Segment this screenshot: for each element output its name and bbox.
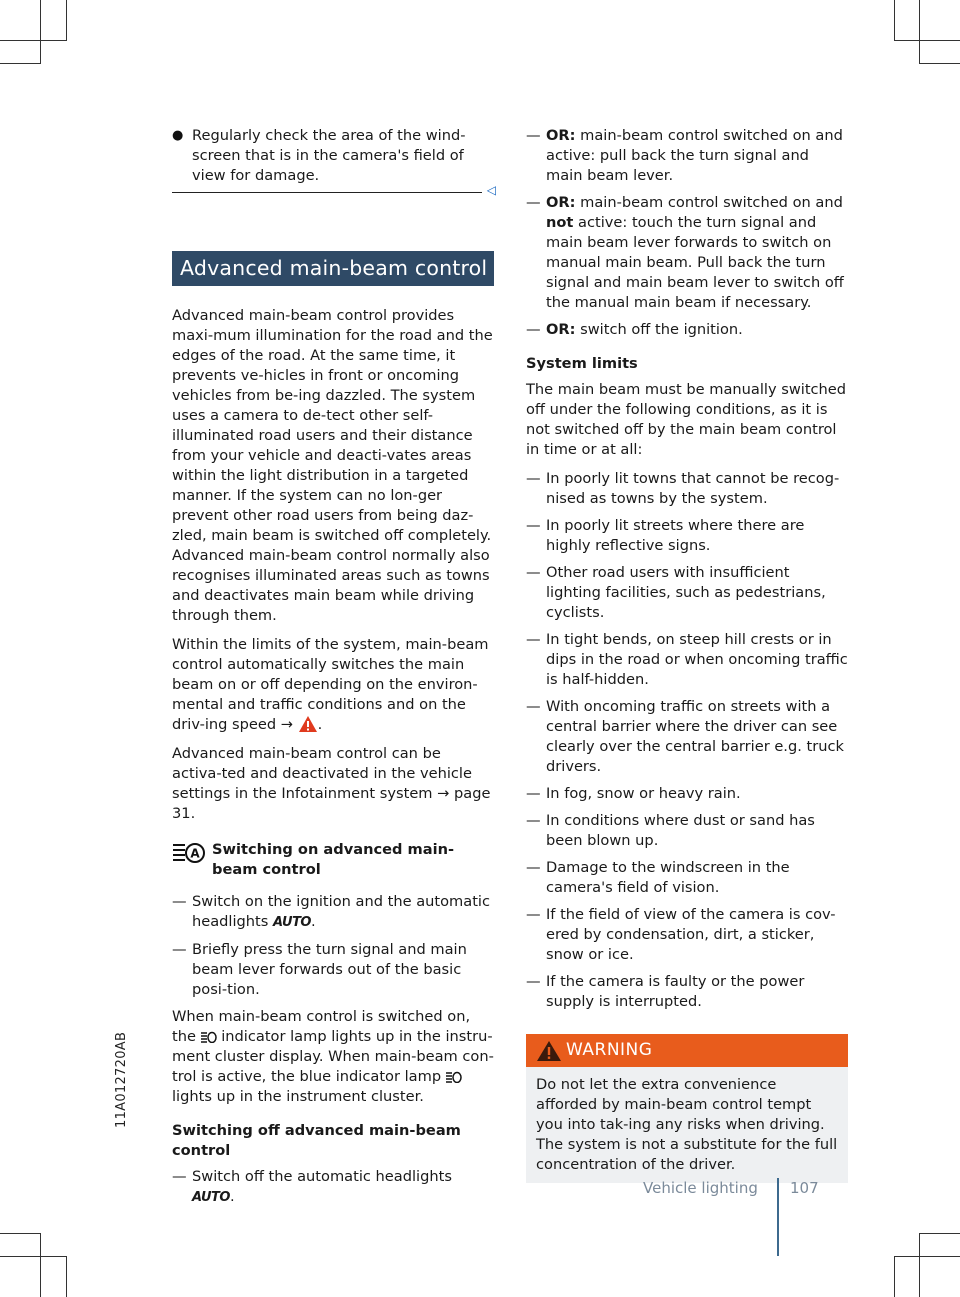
dash-marker: —	[526, 321, 541, 338]
auto-main-beam-icon	[172, 840, 212, 880]
dash-marker: —	[526, 470, 541, 487]
crop-mark	[0, 1256, 67, 1257]
crop-mark	[66, 1256, 67, 1297]
step-text: switch off the ignition.	[580, 321, 743, 338]
list-item	[526, 630, 848, 690]
svg-text:A: A	[190, 846, 200, 861]
dash-marker: —	[526, 785, 541, 802]
paragraph-text: Advanced main-beam control can be activa-ted and deactivated in the vehicle settings in the Infotainment system	[172, 745, 472, 802]
dash-marker: —	[172, 941, 187, 958]
crop-mark	[919, 1233, 960, 1234]
crop-mark	[0, 63, 41, 64]
list-item	[526, 972, 848, 1012]
warning-text: Do not let the extra convenience afforded by main-beam control tempt you into tak-ing any risks when driving. The system is not a substitute for the full concentration of the driver.	[536, 1076, 838, 1173]
bullet-icon: ●	[172, 128, 184, 143]
dash-marker: —	[526, 812, 541, 829]
list-item	[526, 905, 848, 965]
dash-marker: —	[526, 973, 541, 990]
or-label: OR:	[546, 194, 576, 211]
not-emphasis: not	[546, 214, 574, 231]
switch-on-heading-text: Switching on advanced main-beam control	[212, 841, 455, 878]
dash-marker: —	[526, 194, 541, 211]
crop-mark	[894, 1256, 895, 1297]
step-text: main-beam control switched on and active: pull back the turn signal and main beam lever.	[546, 127, 843, 184]
limit-text: In conditions where dust or sand has been blown up.	[546, 812, 815, 849]
crop-mark	[919, 63, 960, 64]
list-item: — Switch on the ignition and the automatic headlights AUTO.	[172, 892, 494, 933]
system-limits-intro: The main beam must be manually switched off under the following conditions, as it is not switched off by the main beam control in time or at all:	[526, 381, 847, 458]
paragraph-text: When main-beam control is switched on, the	[172, 1008, 471, 1045]
end-mark-icon: ◁	[486, 183, 496, 197]
crop-mark	[40, 0, 41, 63]
page-reference-link[interactable]: → page 31.	[172, 785, 491, 822]
switch-off-heading: Switching off advanced main-beam control	[172, 1122, 461, 1159]
step-text: main-beam control switched on and	[580, 194, 843, 211]
footer-divider	[777, 1178, 779, 1256]
switch-on-heading	[172, 840, 494, 880]
list-item	[526, 811, 848, 851]
crop-mark	[0, 40, 67, 41]
auto-headlight-icon: AUTO	[273, 915, 311, 930]
list-item	[172, 940, 494, 1000]
main-beam-lamp-icon	[446, 1071, 462, 1083]
right-column	[526, 126, 848, 1183]
crop-mark	[894, 0, 895, 40]
list-item	[526, 193, 848, 313]
document-code: 11A012720AB	[114, 1031, 129, 1128]
crop-mark	[894, 1256, 960, 1257]
crop-mark	[894, 40, 960, 41]
system-limits-heading: System limits	[526, 355, 638, 372]
dash-marker: —	[172, 1168, 187, 1185]
settings-paragraph	[172, 744, 494, 824]
dash-marker: —	[526, 564, 541, 581]
step-text: Switch off the automatic headlights	[192, 1168, 452, 1185]
warning-title: WARNING	[566, 1040, 653, 1060]
section-title: Advanced main-beam control	[172, 251, 494, 286]
dash-marker: —	[526, 631, 541, 648]
crop-mark	[66, 0, 67, 40]
limit-text: Other road users with insufficient lighting facilities, such as pedestrians, cyclists.	[546, 564, 826, 621]
dash-marker: —	[172, 893, 187, 910]
dash-marker: —	[526, 906, 541, 923]
crop-mark	[919, 1233, 920, 1297]
auto-headlight-icon: AUTO	[192, 1190, 230, 1205]
paragraph-text: indicator lamp lights up in the instru-ment cluster display. When main-beam con-trol is active, the blue indicator lamp	[172, 1028, 494, 1085]
intro-bullet-item	[172, 126, 494, 186]
paragraph-text: Within the limits of the system, main-beam control automatically switches the main beam on or off depending on the environ-mental and traffic conditions and on the driv-ing speed	[172, 636, 489, 733]
limit-text: With oncoming traffic on streets with a central barrier where the driver can see clearly over the central barrier e.g. truck drivers.	[546, 698, 844, 775]
or-label: OR:	[546, 321, 576, 338]
crop-mark	[40, 1233, 41, 1297]
list-item	[526, 784, 848, 804]
intro-bullet-text: Regularly check the area of the wind-screen that is in the camera's field of view for damage.	[192, 127, 466, 184]
intro-paragraph: Advanced main-beam control provides maxi-mum illumination for the road and the edges of the road. At the same time, it prevents ve-hicles in front or oncoming vehicles from be-ing dazzled. The system uses a camera to de-tect other self-illuminated road users and their distance from your vehicle and deacti-vates areas within the light distribution in a targeted manner. If the system can no lon-ger prevent other road users from being daz-zled, main beam is switched off completely. Advanced main-beam control normally also recognises illuminated areas such as towns and deactivates main beam while driving through them.	[172, 307, 493, 624]
main-beam-lamp-icon	[201, 1031, 217, 1043]
crop-mark	[919, 0, 920, 63]
step-text: Switch on the ignition and the automatic headlights	[192, 893, 490, 930]
dash-marker: —	[526, 859, 541, 876]
limit-text: In tight bends, on steep hill crests or in dips in the road or when oncoming traffic is half-hidden.	[546, 631, 848, 688]
list-item	[526, 858, 848, 898]
limit-text: Damage to the windscreen in the camera's field of vision.	[546, 859, 790, 896]
dash-marker: —	[526, 517, 541, 534]
list-item	[526, 126, 848, 186]
system-limits-paragraph: Within the limits of the system, main-beam control automatically switches the main beam on or off depending on the environ-mental and traffic conditions and on the driv-ing speed → .	[172, 636, 489, 733]
list-item: — Switch off the automatic headlights AUTO.	[172, 1167, 494, 1208]
list-item	[526, 469, 848, 509]
limit-text: In fog, snow or heavy rain.	[546, 785, 741, 802]
left-column	[172, 126, 494, 1215]
step-text: active: touch the turn signal and main beam lever forwards to switch on manual main beam. Pull back the turn signal and main beam lever to switch off the manual main beam if necessary.	[546, 214, 844, 311]
chapter-title: Vehicle lighting	[643, 1179, 758, 1197]
system-limits-list	[526, 469, 848, 1012]
warning-header	[526, 1034, 848, 1067]
step-text: Briefly press the turn signal and main beam lever forwards out of the basic posi-tion.	[192, 941, 467, 998]
end-of-section-rule	[172, 183, 496, 197]
page-number: 107	[790, 1179, 819, 1197]
or-label: OR:	[546, 127, 576, 144]
list-item	[526, 320, 848, 340]
list-item	[526, 563, 848, 623]
limit-text: If the camera is faulty or the power supply is interrupted.	[546, 973, 805, 1010]
list-item	[526, 697, 848, 777]
dash-marker: —	[526, 698, 541, 715]
paragraph-text: lights up in the instrument cluster.	[172, 1088, 424, 1105]
limit-text: If the field of view of the camera is cov-ered by condensation, dirt, a sticker, snow or ice.	[546, 906, 836, 963]
warning-box	[526, 1034, 848, 1183]
dash-marker: —	[526, 127, 541, 144]
list-item	[526, 516, 848, 556]
limit-text: In poorly lit towns that cannot be recog-nised as towns by the system.	[546, 470, 840, 507]
indicator-lamp-paragraph	[172, 1007, 494, 1107]
limit-text: In poorly lit streets where there are highly reflective signs.	[546, 517, 805, 554]
cross-ref-arrow: →	[280, 716, 293, 733]
warning-triangle-icon	[298, 715, 318, 733]
warning-triangle-icon	[536, 1040, 562, 1062]
crop-mark	[0, 1233, 41, 1234]
